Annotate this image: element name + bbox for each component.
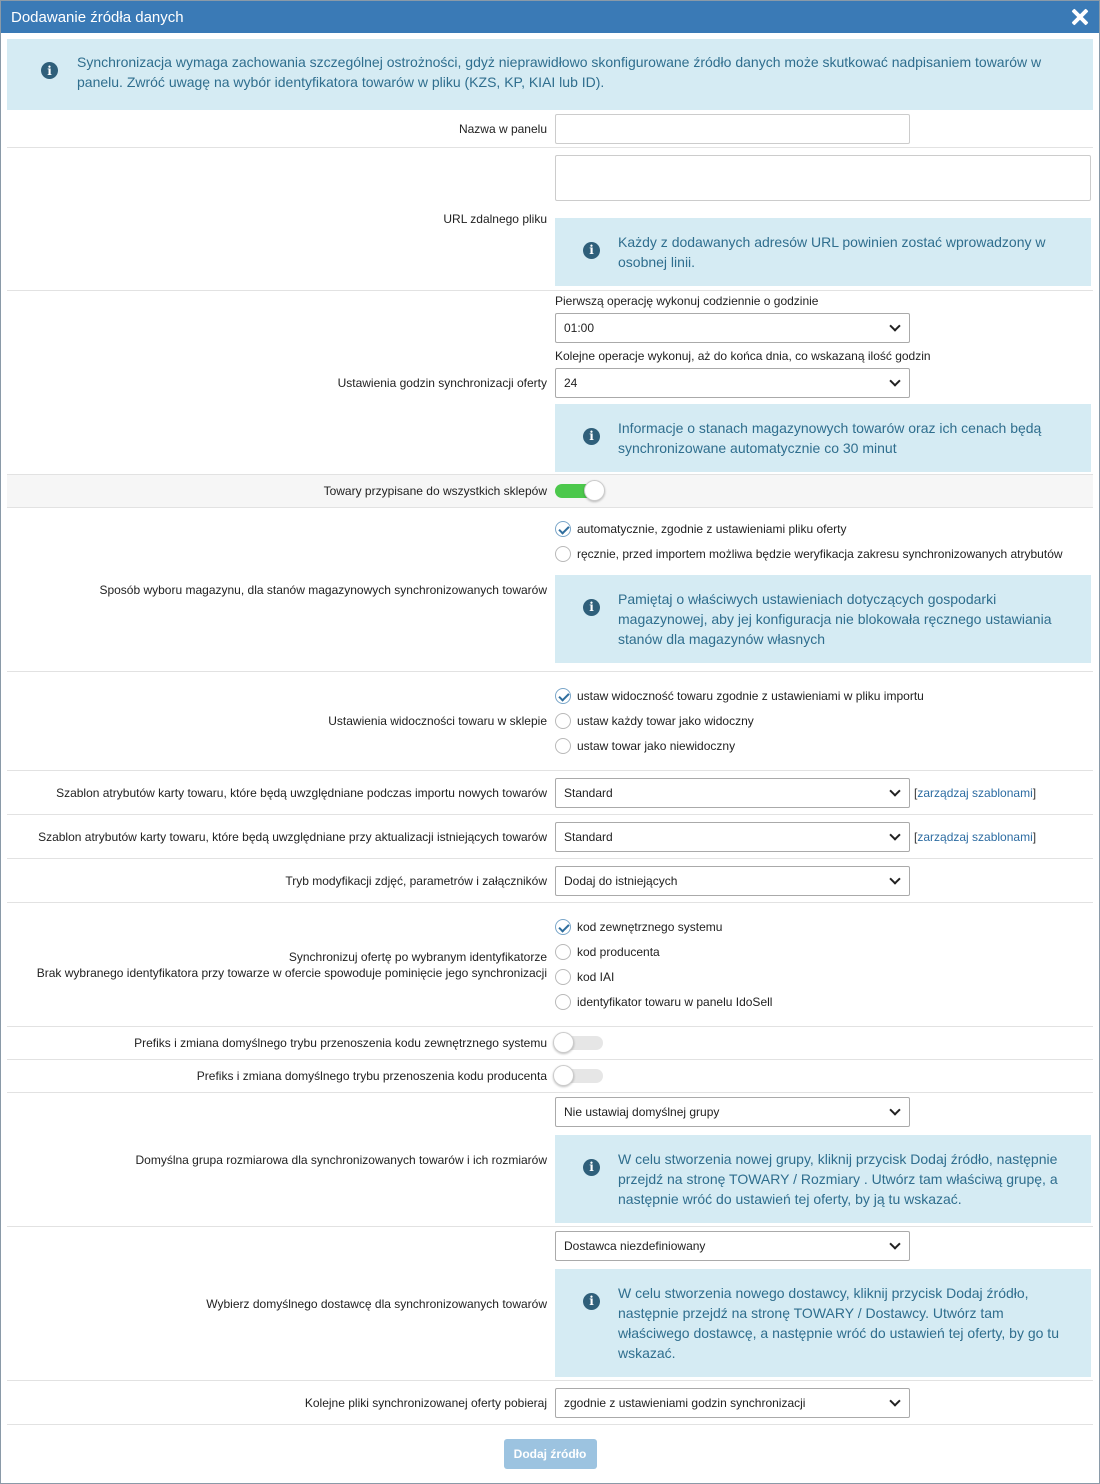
dialog-title: Dodawanie źródła danych [11,8,184,26]
size-group-label: Domyślna grupa rozmiarowa dla synchronizowanych towarów i ich rozmiarów [135,1152,547,1167]
prefix-producer-label: Prefiks i zmiana domyślnego trybu przenoszenia kodu producenta [196,1069,547,1083]
radio-icon[interactable] [555,969,571,985]
next-files-label: Kolejne pliki synchronizowanej oferty pobieraj [304,1395,547,1410]
prefix-external-label: Prefiks i zmiana domyślnego trybu przenoszenia kodu zewnętrznego systemu [134,1036,547,1050]
size-group-info-text: W celu stworzenia nowej grupy, kliknij przycisk Dodaj źródło, następnie przejdź na stronę TOWARY / Rozmiary . Utwórz tam właściwą grupę, a następnie wróć do ustawień tej oferty, by ją tu wskazać. [618,1150,1058,1207]
schedule-label: Ustawienia godzin synchronizacji oferty [337,375,547,390]
schedule-info [555,404,1091,472]
row-template-update: Szablon atrybutów karty towaru, które będą uwzględniane przy aktualizacji istniejących towarów Standard [zarządzaj szablonami] [7,815,1093,859]
warning-notice [7,39,1093,110]
warehouse-option-manual[interactable]: ręcznie, przed importem możliwa będzie weryfikacja zakresu synchronizowanych atrybutów [555,542,1091,567]
dialog-titlebar [1,1,1099,33]
row-warehouse [7,508,1093,672]
size-group-info [555,1135,1091,1223]
info-icon: i [583,428,600,445]
visibility-label: Ustawienia widoczności towaru w sklepie [328,714,547,728]
row-supplier [7,1227,1093,1381]
manage-templates-link[interactable]: zarządzaj szablonami [917,829,1033,844]
info-icon: i [583,242,600,259]
identifier-option-panel-id[interactable]: identyfikator towaru w panelu IdoSell [555,990,1089,1015]
row-url [7,148,1093,291]
next-operation-select[interactable] [555,368,910,398]
row-all-shops [7,475,1093,508]
identifier-option-producer[interactable]: kod producenta [555,940,1089,965]
name-label: Nazwa w panelu [458,121,547,136]
template-update-label: Szablon atrybutów karty towaru, które będą uwzględniane przy aktualizacji istniejących towarów [38,829,547,844]
first-operation-select[interactable] [555,313,910,343]
visibility-option-visible[interactable]: ustaw każdy towar jako widoczny [555,709,1089,734]
size-group-select[interactable]: Nie ustawiaj domyślnej grupy [555,1097,910,1127]
chevron-down-icon [889,873,900,884]
url-textarea[interactable] [555,155,1091,201]
radio-icon[interactable] [555,546,571,562]
chevron-down-icon [889,1238,900,1249]
dialog-content [1,33,1099,1469]
url-label: URL zdalnego pliku [443,212,547,226]
next-operation-label: Kolejne operacje wykonuj, aż do końca dnia, co wskazaną ilość godzin [555,348,931,363]
row-prefix-producer [7,1060,1093,1093]
all-shops-label: Towary przypisane do wszystkich sklepów [323,484,547,498]
url-info-text: Każdy z dodawanych adresów URL powinien zostać wprowadzony w osobnej linii. [618,233,1046,270]
visibility-option-file[interactable]: ustaw widoczność towaru zgodnie z ustawieniami w pliku importu [555,684,1089,709]
identifier-label: Synchronizuj ofertę po wybranym identyfikatorze Brak wybranego identyfikatora przy towarze w ofercie spowoduje pominięcie jego synchronizacji [36,949,547,980]
row-prefix-external [7,1027,1093,1060]
name-input[interactable] [555,114,910,144]
row-identifier [7,903,1093,1027]
schedule-info-text: Informacje o stanach magazynowych towarów oraz ich cenach będą synchronizowane automatycznie co 30 minut [618,419,1042,456]
supplier-select[interactable]: Dostawca niezdefiniowany [555,1231,910,1261]
chevron-down-icon [889,375,900,386]
all-shops-toggle[interactable] [555,484,603,498]
template-update-select[interactable]: Standard [555,822,910,852]
radio-icon[interactable] [555,944,571,960]
next-operation-value: 24 [564,375,578,390]
manage-templates-link[interactable]: zarządzaj szablonami [917,785,1033,800]
notice-text: Synchronizacja wymaga zachowania szczególnej ostrożności, gdyż nieprawidłowo skonfigurowane źródło danych może skutkować nadpisaniem towarów w panelu. Zwróć uwagę na wybór identyfikatora towarów w pliku (KZS, KP, KIAI lub ID). [77,54,1042,90]
template-new-label: Szablon atrybutów karty towaru, które będą uwzględniane podczas importu nowych towarów [56,785,547,800]
add-source-button[interactable]: Dodaj źródło [504,1439,597,1469]
identifier-option-external[interactable]: kod zewnętrznego systemu [555,915,1089,940]
row-media-mode [7,859,1093,903]
supplier-info-text: W celu stworzenia nowego dostawcy, kliknij przycisk Dodaj źródło, następnie przejdź na stronę TOWARY / Dostawcy. Utwórz tam właściwego dostawcę, a następnie wróć do ustawień tej oferty, by go tu wskazać. [618,1284,1059,1361]
media-mode-select[interactable]: Dodaj do istniejących [555,866,910,896]
chevron-down-icon [889,785,900,796]
radio-checked-icon[interactable] [555,521,571,537]
chevron-down-icon [889,320,900,331]
template-new-select[interactable]: Standard [555,778,910,808]
warehouse-label: Sposób wyboru magazynu, dla stanów magazynowych synchronizowanych towarów [99,582,547,597]
supplier-label: Wybierz domyślnego dostawcę dla synchronizowanych towarów [206,1296,547,1311]
row-name [7,110,1093,148]
prefix-producer-toggle[interactable] [555,1069,603,1083]
row-size-group [7,1093,1093,1227]
next-files-select[interactable]: zgodnie z ustawieniami godzin synchronizacji [555,1388,910,1418]
warehouse-option-auto[interactable]: automatycznie, zgodnie z ustawieniami pliku oferty [555,517,1091,542]
url-info [555,218,1091,286]
warehouse-info-text: Pamiętaj o właściwych ustawieniach dotyczących gospodarki magazynowej, aby jej konfiguracja nie blokowała ręcznego ustawiania stanów dla magazynów własnych [618,590,1052,647]
chevron-down-icon [889,1104,900,1115]
row-schedule [7,291,1093,475]
info-icon: i [583,1293,600,1310]
prefix-external-toggle[interactable] [555,1036,603,1050]
info-icon: i [583,1159,600,1176]
chevron-down-icon [889,1395,900,1406]
radio-icon[interactable] [555,738,571,754]
identifier-option-iai[interactable]: kod IAI [555,965,1089,990]
dialog-footer [7,1425,1093,1469]
chevron-down-icon [889,829,900,840]
row-visibility [7,672,1093,771]
radio-icon[interactable] [555,994,571,1010]
visibility-option-hidden[interactable]: ustaw towar jako niewidoczny [555,734,1089,759]
info-icon: i [583,599,600,616]
first-operation-label: Pierwszą operację wykonuj codziennie o godzinie [555,293,819,308]
radio-checked-icon[interactable] [555,919,571,935]
first-operation-value: 01:00 [564,320,595,335]
close-icon[interactable] [1069,6,1091,28]
supplier-info [555,1269,1091,1377]
media-mode-label: Tryb modyfikacji zdjęć, parametrów i załączników [285,873,547,888]
row-next-files [7,1381,1093,1425]
radio-icon[interactable] [555,713,571,729]
warehouse-info [555,575,1091,663]
radio-checked-icon[interactable] [555,688,571,704]
info-icon: i [41,62,58,79]
row-template-new: Szablon atrybutów karty towaru, które będą uwzględniane podczas importu nowych towarów Standard [zarządzaj szablonami] [7,771,1093,815]
